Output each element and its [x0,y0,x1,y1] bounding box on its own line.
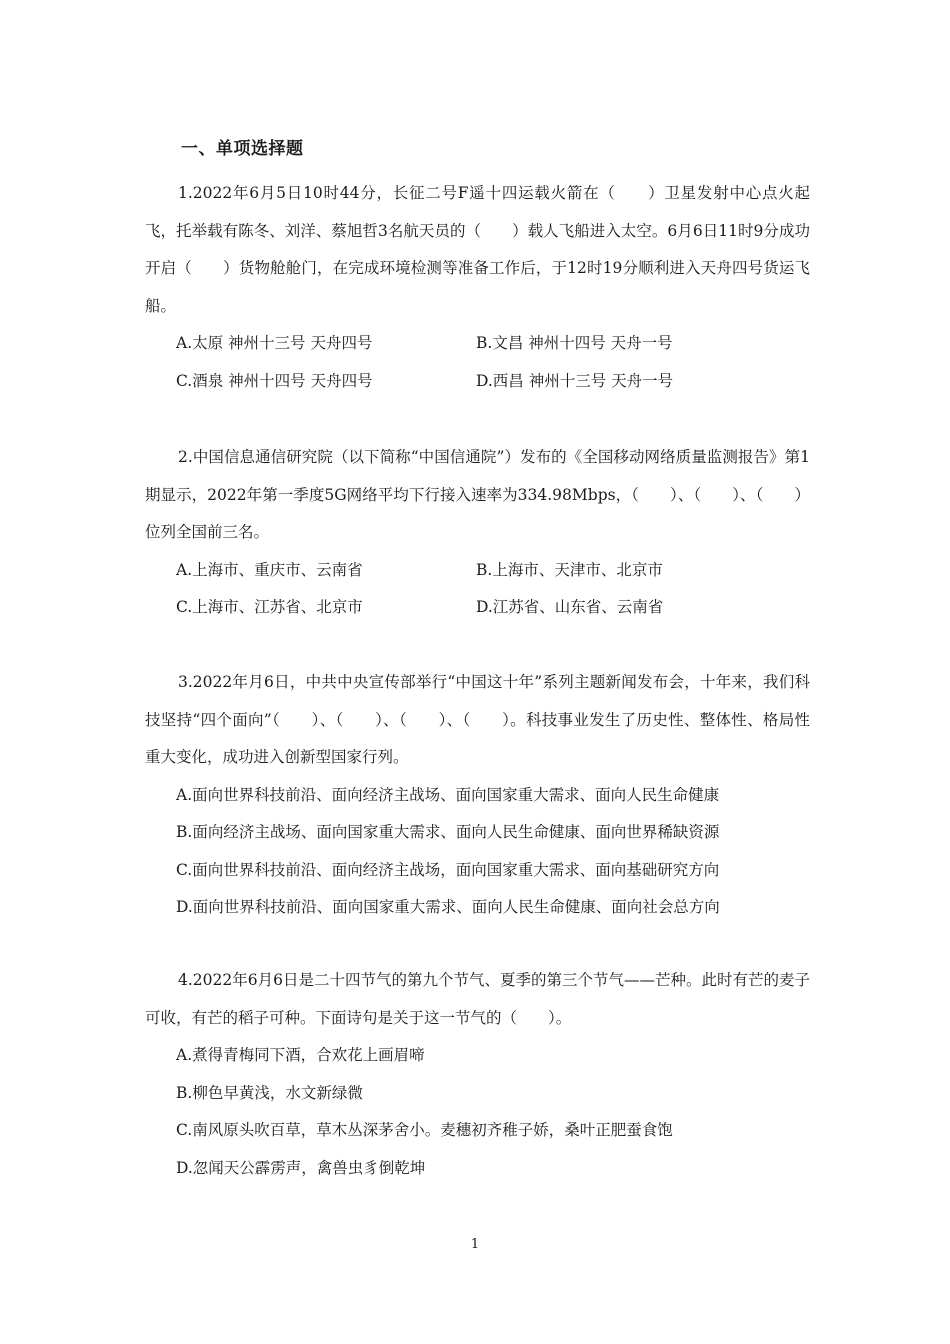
question-2 [145,439,810,627]
options [145,1037,810,1187]
option-c: C.南风原头吹百草，草木丛深茅舍小。麦穗初齐稚子娇，桑叶正肥蚕食饱 [176,1121,673,1139]
options [145,552,810,627]
page-number: 1 [470,1237,480,1252]
option-a: A.太原 神州十三号 天舟四号 [176,334,373,352]
question-stem: 4.2022年6月6日是二十四节气的第九个节气、夏季的第三个节气——芒种。此时有芒的麦子可收，有芒的稻子可种。下面诗句是关于这一节气的（ ）。 [145,971,810,1027]
option-d: D.面向世界科技前沿、面向国家重大需求、面向人民生命健康、面向社会总方向 [176,898,720,916]
option-a: A.面向世界科技前沿、面向经济主战场、面向国家重大需求、面向人民生命健康 [176,785,720,804]
section-title: 一、单项选择题 [181,139,304,159]
question-3 [145,664,810,927]
option-d: D.忽闻天公霹雳声，禽兽虫豸倒乾坤 [176,1158,426,1177]
options [145,777,810,927]
option-c: C.酒泉 神州十四号 天舟四号 [176,371,373,390]
option-b: B.面向经济主战场、面向国家重大需求、面向人民生命健康、面向世界稀缺资源 [176,823,720,841]
option-c: C.面向世界科技前沿、面向经济主战场，面向国家重大需求、面向基础研究方向 [176,860,720,879]
question-1 [145,175,810,400]
option-a: A.煮得青梅同下酒，合欢花上画眉啼 [176,1046,425,1064]
option-b: B.上海市、天津市、北京市 [476,560,663,579]
option-b: B.文昌 神州十四号 天舟一号 [476,334,673,352]
options [145,325,810,400]
option-b: B.柳色早黄浅，水文新绿微 [176,1083,363,1102]
question-stem: 1.2022年6月5日10时44分，长征二号F遥十四运载火箭在（ ）卫星发射中心点火起飞，托举载有陈冬、刘洋、蔡旭哲3名航天员的（ ）载人飞船进入太空。6月6日11时9分成功开启（ ）货物舱舱门，在完成环境检测等准备工作后，于12时19分顺利进入天舟四号货运飞船。 [145,184,810,315]
option-a: A.上海市、重庆市、云南省 [176,560,363,579]
question-4 [145,962,810,1187]
option-d: D.西昌 神州十三号 天舟一号 [476,371,674,390]
question-stem: 2.中国信息通信研究院（以下简称“中国信通院”）发布的《全国移动网络质量监测报告》第1期显示，2022年第一季度5G网络平均下行接入速率为334.98Mbps，（ ）、（ ）、（ ）位列全国前三名。 [145,448,810,541]
question-stem: 3.2022年月6日，中共中央宣传部举行“中国这十年”系列主题新闻发布会，十年来，我们科技坚持“四个面向”（ ）、（ ）、（ ）、（ ）。科技事业发生了历史性、整体性、格局性重大变化，成功进入创新型国家行列。 [145,673,810,766]
option-d: D.江苏省、山东省、云南省 [476,598,664,616]
option-c: C.上海市、江苏省、北京市 [176,598,363,616]
